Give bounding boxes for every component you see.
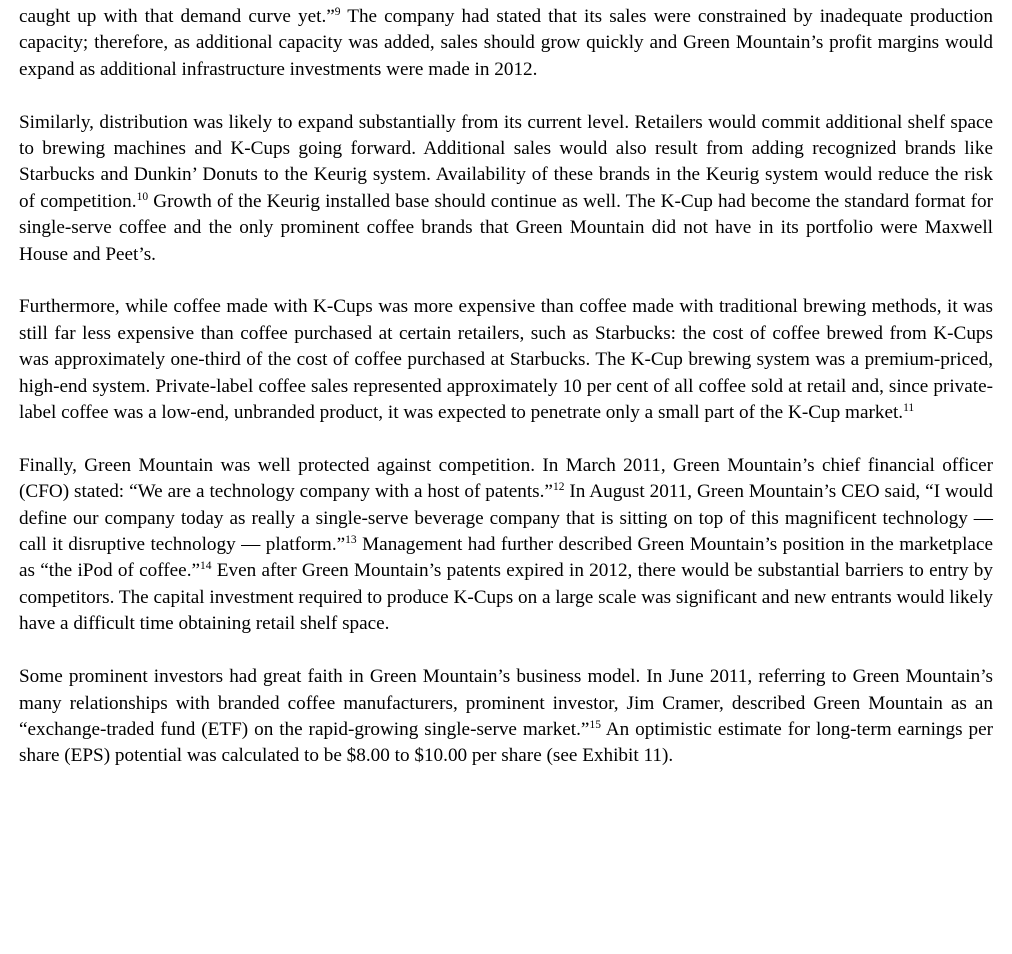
footnote-ref: 10 [136, 190, 149, 203]
body-paragraph [19, 110, 993, 268]
document-page [19, 4, 993, 770]
text-run: The company had stated that its sales were constrained by inadequate production capacity; therefore, as additional capacity was added, sales should grow quickly and Green Mountain’s profit margins would expand as additional infrastructure investments were made in 2012. [19, 6, 993, 80]
body-paragraph [19, 453, 993, 638]
text-run: An optimistic estimate for long-term earnings per share (EPS) potential was calculated to be $8.00 to $10.00 per share (see Exhibit 11). [19, 718, 993, 767]
text-run: Management had further described Green Mountain’s position in the marketplace as “the iPod of coffee.” [19, 534, 993, 582]
text-run: Some prominent investors had great faith in Green Mountain’s business model. In June 2011, referring to Green Mountain’s many relationships with branded coffee manufacturers, prominent investor, Jim Cramer, described Green Mountain as an “exchange-traded fund (ETF) on the rapid-growing single-serve market.” [19, 666, 993, 740]
footnote-ref: 9 [334, 6, 341, 18]
body-paragraph [19, 4, 993, 83]
text-run: Even after Green Mountain’s patents expired in 2012, there would be substantial barriers to entry by competitors. The capital investment required to produce K-Cups on a large scale was significant and new entrants would likely have a difficult time obtaining retail shelf space. [19, 560, 993, 635]
text-run: caught up with that demand curve yet.” [19, 6, 335, 27]
text-run: In August 2011, Green Mountain’s CEO said, “I would define our company today as really a single-serve beverage company that is sitting on top of this magnificent technology — call it disruptive technology — platform.” [19, 481, 993, 556]
body-paragraph [19, 294, 993, 426]
footnote-ref: 14 [200, 560, 212, 573]
body-paragraph [19, 664, 993, 770]
text-run: Finally, Green Mountain was well protected against competition. In March 2011, Green Mountain’s chief financial officer (CFO) stated: “We are a technology company with a host of patents.” [19, 454, 993, 503]
footnote-ref: 11 [903, 402, 915, 415]
footnote-ref: 15 [589, 718, 601, 731]
text-run: Growth of the Keurig installed base should continue as well. The K-Cup had become the standard format for single-serve coffee and the only prominent coffee brands that Green Mountain did not have in its portfolio were Maxwell House and Peet’s. [19, 190, 994, 265]
text-run: Similarly, distribution was likely to expand substantially from its current level. Retailers would commit additional shelf space to brewing machines and K-Cups going forward. Additional sales would also result from adding recognized brands like Starbucks and Dunkin’ Donuts to the Keurig system. Availability of these brands in the Keurig system would reduce the risk of competition. [19, 111, 993, 212]
footnote-ref: 12 [552, 481, 565, 494]
footnote-ref: 13 [345, 534, 357, 547]
text-run: Furthermore, while coffee made with K-Cups was more expensive than coffee made with traditional brewing methods, it was still far less expensive than coffee purchased at certain retailers, such as Starbucks: the cost of coffee brewed from K-Cups was approximately one-third of the cost of coffee purchased at Starbucks. The K-Cup brewing system was a premium-priced, high-end system. Private-label coffee sales represented approximately 10 per cent of all coffee sold at retail and, since private-label coffee was a low-end, unbranded product, it was expected to penetrate only a small part of the K-Cup market. [19, 296, 993, 424]
